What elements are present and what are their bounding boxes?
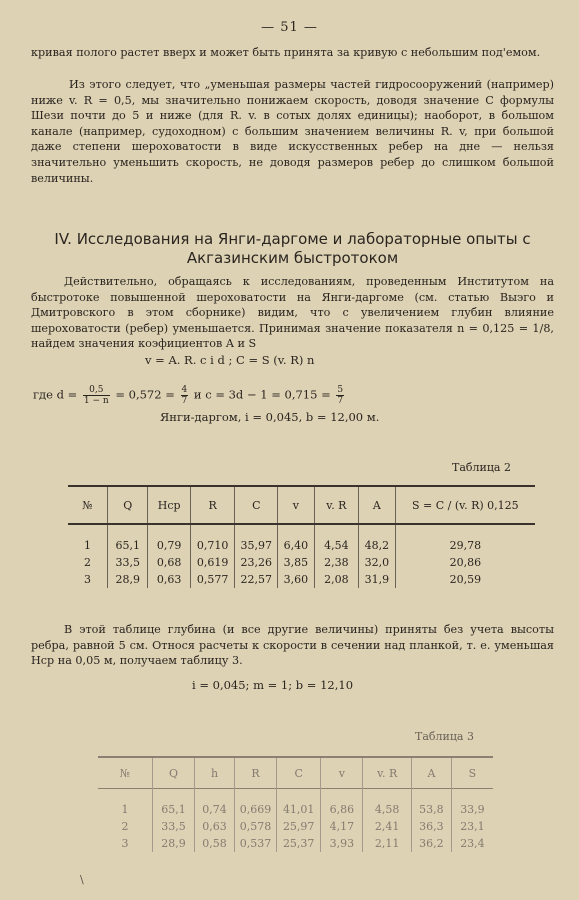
paragraph-table-note: В этой таблице глубина (и все другие величины) приняты без учета высоты ребра, равной 5 см. Относя расчеты к скорости в сечении над планкой, т. е. уменьшая Hср на 0,05 м, получаем таблицу 3. [31, 623, 554, 668]
section-heading: IV. Исследования на Янги-даргоме и лабораторные опыты с Акгазинским быстротоком [54, 230, 531, 267]
table-cell: 23,4 [460, 837, 485, 850]
table-cell: 28,9 [108, 571, 148, 588]
table-cell: 31,9 [359, 571, 396, 588]
fraction-numerator: 4 [181, 385, 188, 395]
formula-middle-2: и c = 3d − 1 = 0,715 = [193, 387, 331, 402]
column-header: v [321, 757, 363, 789]
page-number: — 51 — [261, 20, 318, 35]
column-header: C [235, 486, 278, 524]
table-cell: 0,669 [235, 789, 277, 819]
fraction-denominator: 1 − n [83, 396, 109, 406]
table-2 [68, 485, 535, 588]
column-header: A [411, 757, 451, 789]
table-cell: 0,577 [190, 571, 235, 588]
table-cell: 23,1 [460, 820, 485, 833]
column-header: C [277, 757, 321, 789]
table-cell: 1 [68, 524, 108, 554]
column-header: № [98, 757, 153, 789]
table-cell: 33,9 [460, 803, 485, 816]
table-cell: 53,8 [411, 789, 451, 819]
fraction-denominator: 7 [181, 396, 188, 406]
fraction-five-sevenths [336, 385, 344, 406]
column-header: v. R [363, 757, 412, 789]
table-cell: 2,11 [363, 835, 412, 852]
table-cell: 33,5 [153, 818, 195, 835]
table-cell: 3 [68, 571, 108, 588]
table-cell: 23,26 [235, 554, 278, 571]
table-cell: 36,2 [411, 835, 451, 852]
table-cell: 0,63 [195, 818, 235, 835]
formula-prefix: где d = [33, 387, 78, 402]
table-cell: 3 [98, 835, 153, 852]
table-row [68, 524, 535, 554]
fraction-numerator: 5 [337, 385, 344, 395]
column-header: Hср [148, 486, 190, 524]
table-row [98, 789, 493, 819]
fraction-denominator: 7 [337, 396, 344, 406]
column-header: A [359, 486, 396, 524]
table-cell: 4,58 [363, 789, 412, 819]
fraction-four-sevenths [181, 385, 189, 406]
table-header-row [98, 757, 493, 789]
table-cell: 0,79 [148, 524, 190, 554]
table-row [98, 818, 493, 835]
paragraph-conclusion: Из этого следует, что „уменьшая размеры частей гидросооружений (например) ниже v. R = 0,5, мы значительно понижаем скорость, доводя значение C формулы Шези почти до 5 и ниже (для R. v. в сотых долях единицы); наоборот, в большом канале (например, судоходном) с большим значением величины R. v, при большой даже степени шероховатости в виде искусственных ребер на дне — нельзя значительно уменьшить скорость, не доводя размеров ребер до слишком большой величины. [31, 78, 554, 185]
table-cell: 25,97 [277, 818, 321, 835]
column-header: № [68, 486, 108, 524]
table-cell: 4,17 [321, 818, 363, 835]
table-cell: 48,2 [359, 524, 396, 554]
table-cell: 2,08 [314, 571, 358, 588]
table-cell: 32,0 [359, 554, 396, 571]
table-cell: 0,578 [235, 818, 277, 835]
formula-site-params: Янги-даргом, i = 0,045, b = 12,00 м. [160, 410, 380, 424]
column-header: v. R [314, 486, 358, 524]
paragraph-research: Действительно, обращаясь к исследованиям, проведенным Институтом на быстротоке повышенной шероховатости на Янги-даргоме (см. статью Выэго и Дмитровского в этом сборнике) видим, что с увеличением глубин влияние шероховатости (ребер) уменьшается. Принимая значение показателя n = 0,125 = 1/8, найдем значения коэфициентов A и S [31, 275, 554, 351]
table-row [68, 554, 535, 571]
page-mark: \ [80, 873, 84, 886]
table-cell: 22,57 [235, 571, 278, 588]
table-header-row [68, 486, 535, 524]
table-cell: 0,619 [190, 554, 235, 571]
column-header: S [468, 766, 477, 780]
table-row [68, 571, 535, 588]
table-cell: 3,93 [321, 835, 363, 852]
formula-middle: = 0,572 = [115, 387, 175, 402]
table-cell: 36,3 [411, 818, 451, 835]
table-2-caption: Таблица 2 [452, 461, 511, 474]
table-cell: 29,78 [449, 539, 482, 552]
table-cell: 0,710 [190, 524, 235, 554]
table-cell: 0,68 [148, 554, 190, 571]
table-cell: 0,74 [195, 789, 235, 819]
table-cell: 6,86 [321, 789, 363, 819]
table-cell: 65,1 [153, 789, 195, 819]
column-header: v [278, 486, 315, 524]
table-cell: 0,58 [195, 835, 235, 852]
table-cell: 3,60 [278, 571, 315, 588]
column-header: Q [108, 486, 148, 524]
table-cell: 41,01 [277, 789, 321, 819]
table-cell: 20,59 [449, 573, 482, 586]
paragraph-intro: кривая полого растет вверх и может быть принята за кривую с небольшим под'емом. [31, 46, 541, 59]
table-cell: 20,86 [449, 556, 482, 569]
table-cell: 6,40 [278, 524, 315, 554]
table-cell: 4,54 [314, 524, 358, 554]
table-3 [98, 756, 493, 852]
table-cell: 1 [98, 789, 153, 819]
table-cell: 0,63 [148, 571, 190, 588]
table-cell: 0,537 [235, 835, 277, 852]
formula-table3-params: i = 0,045; m = 1; b = 12,10 [192, 678, 354, 692]
table-cell: 2 [68, 554, 108, 571]
table-cell: 65,1 [108, 524, 148, 554]
table-cell: 2,38 [314, 554, 358, 571]
table-cell: 35,97 [235, 524, 278, 554]
table-cell: 25,37 [277, 835, 321, 852]
table-cell: 3,85 [278, 554, 315, 571]
column-header: S = C / (v. R) 0,125 [412, 498, 519, 512]
table-cell: 2,41 [363, 818, 412, 835]
column-header: Q [153, 757, 195, 789]
table-3-caption: Таблица 3 [415, 730, 474, 743]
table-cell: 28,9 [153, 835, 195, 852]
table-cell: 2 [98, 818, 153, 835]
fraction-d [83, 385, 110, 406]
column-header: R [235, 757, 277, 789]
table-cell: 33,5 [108, 554, 148, 571]
fraction-numerator: 0,5 [83, 385, 110, 396]
table-row [98, 835, 493, 852]
column-header: R [190, 486, 235, 524]
formula-exponents [33, 385, 346, 406]
column-header: h [195, 757, 235, 789]
formula-velocity: v = A. R. c i d ; C = S (v. R) n [145, 353, 315, 367]
